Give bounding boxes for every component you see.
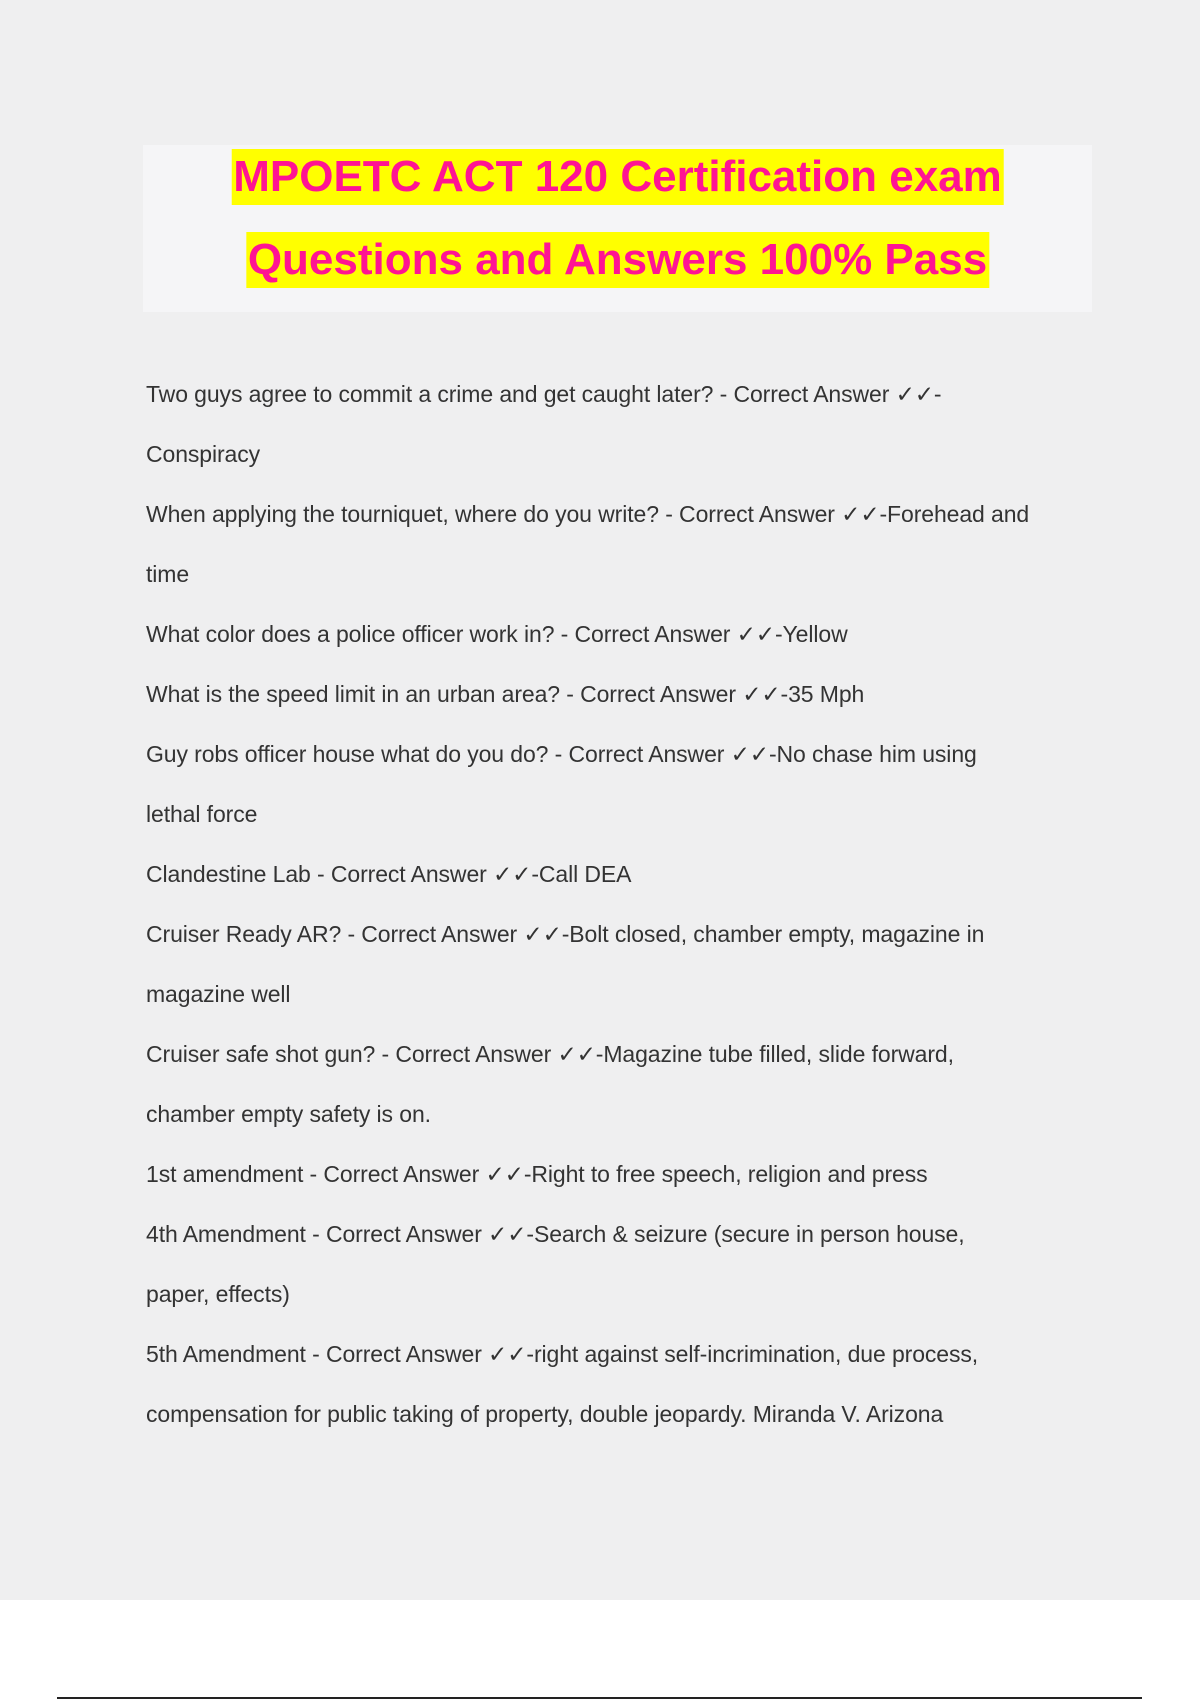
document-title-line-2: Questions and Answers 100% Pass [246, 232, 989, 288]
qa-line: lethal force [146, 801, 258, 827]
qa-item [146, 664, 1096, 724]
document-title-line-1: MPOETC ACT 120 Certification exam [231, 149, 1004, 205]
qa-line: Clandestine Lab - Correct Answer ✓✓-Call DEA [146, 861, 632, 887]
qa-line: When applying the tourniquet, where do you write? - Correct Answer ✓✓-Forehead and [146, 501, 1030, 527]
qa-item [146, 904, 1096, 1024]
qa-line: time [146, 561, 190, 587]
qa-line: Conspiracy [146, 441, 261, 467]
qa-item [146, 844, 1096, 904]
title-box [143, 145, 1092, 312]
qa-list [146, 364, 1096, 1444]
qa-item [146, 364, 1096, 484]
qa-line: paper, effects) [146, 1281, 290, 1307]
qa-item [146, 1324, 1096, 1444]
qa-line: 4th Amendment - Correct Answer ✓✓-Search & seizure (secure in person house, [146, 1221, 965, 1247]
qa-line: Guy robs officer house what do you do? - Correct Answer ✓✓-No chase him using [146, 741, 977, 767]
qa-line: compensation for public taking of property, double jeopardy. Miranda V. Arizona [146, 1401, 944, 1427]
qa-item [146, 724, 1096, 844]
qa-line: What color does a police officer work in? - Correct Answer ✓✓-Yellow [146, 621, 848, 647]
qa-line: chamber empty safety is on. [146, 1101, 431, 1127]
qa-line: 1st amendment - Correct Answer ✓✓-Right to free speech, religion and press [146, 1161, 928, 1187]
qa-line: Cruiser safe shot gun? - Correct Answer ✓✓-Magazine tube filled, slide forward, [146, 1041, 954, 1067]
qa-item [146, 1204, 1096, 1324]
qa-line: magazine well [146, 981, 291, 1007]
qa-item [146, 604, 1096, 664]
qa-item [146, 1144, 1096, 1204]
qa-line: Two guys agree to commit a crime and get caught later? - Correct Answer ✓✓- [146, 381, 942, 407]
footer-divider [57, 1697, 1142, 1699]
qa-item [146, 1024, 1096, 1144]
qa-line: 5th Amendment - Correct Answer ✓✓-right against self-incrimination, due process, [146, 1341, 979, 1367]
qa-line: Cruiser Ready AR? - Correct Answer ✓✓-Bolt closed, chamber empty, magazine in [146, 921, 985, 947]
qa-item [146, 484, 1096, 604]
qa-line: What is the speed limit in an urban area? - Correct Answer ✓✓-35 Mph [146, 681, 865, 707]
